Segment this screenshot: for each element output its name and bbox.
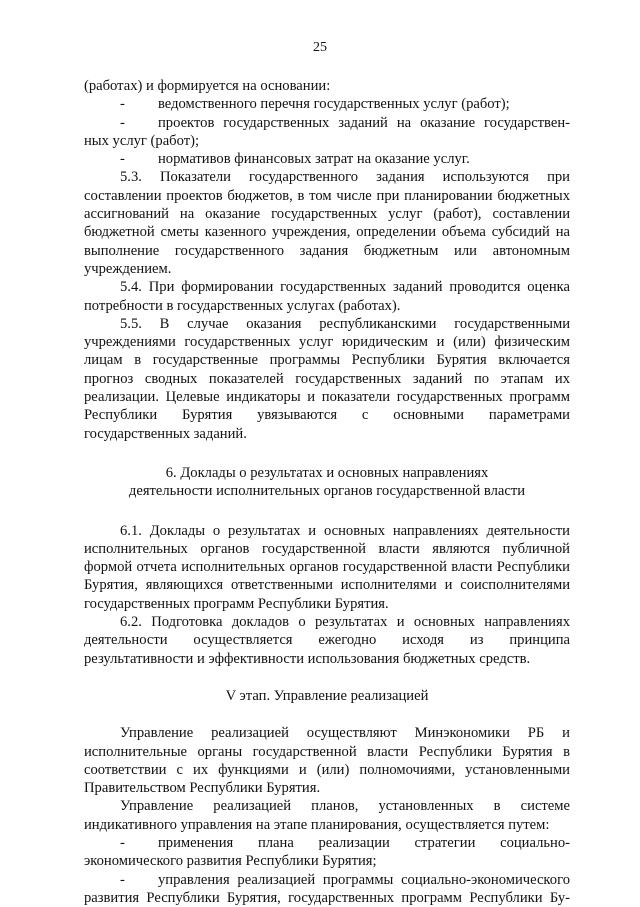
section-6-heading-line-2: деятельности исполнительных органов государственной власти (128, 483, 526, 500)
list-item-continuation: ных услуг (работ); (84, 132, 200, 149)
page-number: 25 (313, 40, 327, 55)
paragraph-6-1: 6.1. Доклады о результатах и основных направлениях деятельности исполнительных органов государственной власти являются публичной формой отчета исполнительных органов государственной власти Республики Бурятия, являющихся ответственными исполнителями и соисполнителями государственных программ Республики Бурятия. (84, 522, 570, 612)
list-item (84, 95, 570, 113)
list-item (84, 871, 570, 907)
list-item-text: проектов государственных заданий на оказание государствен- (158, 114, 570, 131)
paragraph-5-5: 5.5. В случае оказания республиканскими государственными учреждениями государственных услуг юридическим и (или) физическим лицам в государственные программы Республики Бурятия включается прогноз сводных показателей государственных заданий по этапам их реализации. Целевые индикаторы и показатели государственных программ Республики Бурятия увязываются с основными параметрами государственных заданий. (84, 315, 570, 442)
paragraph-5-4: 5.4. При формировании государственных заданий проводится оценка потребности в государственных услугах (работах). (84, 279, 570, 314)
paragraph-management-2: Управление реализацией планов, установленных в системе индикативного управления на этапе планирования, осуществляется путем: (84, 798, 570, 833)
paragraph-6-2: 6.2. Подготовка докладов о результатах и основных направлениях деятельности осуществляется ежегодно исходя из принципа результативности и эффективности использования бюджетных средств. (84, 614, 570, 667)
list-item-text: нормативов финансовых затрат на оказание услуг. (158, 151, 470, 168)
list-item-text: ведомственного перечня государственных услуг (работ); (158, 96, 510, 113)
document-body (84, 77, 570, 907)
dash-bullet: - (120, 114, 125, 131)
list-item (84, 114, 570, 132)
list-item-text: управления реализацией программы социально-экономического развития Республики Бурятия, государственных программ Республики Бу- (84, 871, 570, 906)
list-item (84, 150, 570, 168)
dash-bullet: - (120, 834, 125, 851)
dash-bullet: - (120, 871, 125, 888)
list-item-text: применения плана реализации стратегии социально-экономического развития Республики Бурятия; (84, 834, 570, 870)
dash-bullet: - (120, 151, 125, 168)
dash-bullet: - (120, 96, 125, 113)
paragraph-management-1: Управление реализацией осуществляют Минэкономики РБ и исполнительные органы государственной власти Республики Бурятия в соответствии с их функциями и (или) полномочиями, установленными Правительством Республики Бурятия. (84, 725, 570, 797)
list-item (84, 834, 570, 871)
section-6-heading-line-1: 6. Доклады о результатах и основных направлениях (165, 464, 489, 481)
paragraph-intro: (работах) и формируется на основании: (84, 78, 331, 94)
section-v-heading: V этап. Управление реализацией (225, 687, 429, 704)
paragraph-5-3: 5.3. Показатели государственного задания используются при составлении проектов бюджетов, в том числе при планировании бюджетных ассигнований на оказание государственных услуг (работ), составлении бюджетной сметы казенного учреждения, определении объема субсидий на выполнение государственного задания бюджетным или автономным учреждением. (84, 169, 570, 277)
